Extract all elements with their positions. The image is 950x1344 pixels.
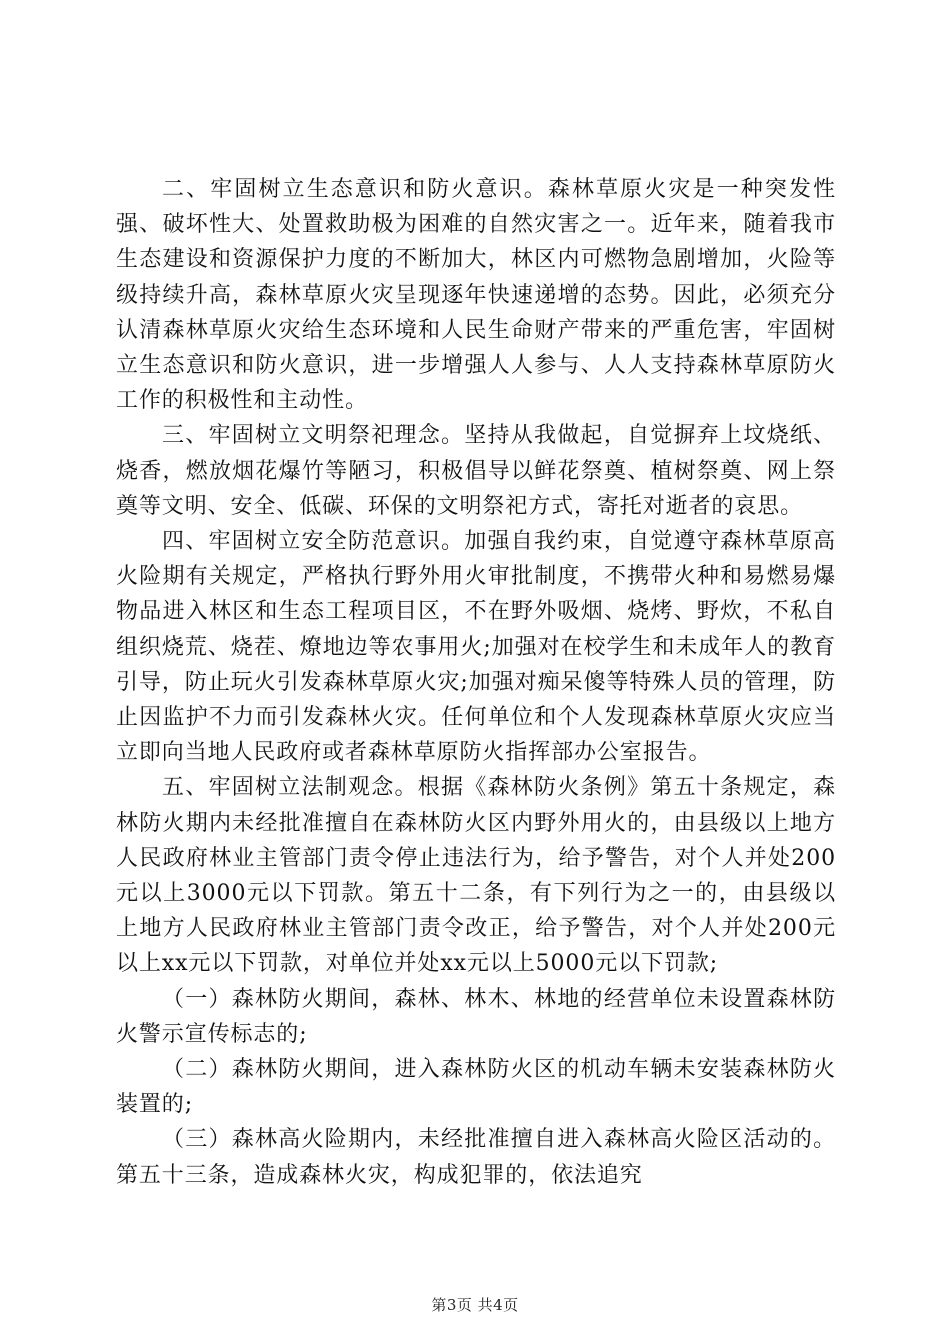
list-item-2: （二）森林防火期间，进入森林防火区的机动车辆未安装森林防火装置的; xyxy=(116,1057,836,1118)
paragraph-ecology-fire-awareness: 二、牢固树立生态意识和防火意识。森林草原火灾是一种突发性强、破坏性大、处置救助极为困难的自然灾害之一。近年来，随着我市生态建设和资源保护力度的不断加大，林区内可燃物急剧增加，火险等级持续升高，森林草原火灾呈现逐年快速递增的态势。因此，必须充分认清森林草原火灾给生态环境和人民生命财产带来的严重危害，牢固树立生态意识和防火意识，进一步增强人人参与、人人支持森林草原防火工作的积极性和主动性。 xyxy=(116,177,836,414)
document-body xyxy=(116,172,836,1193)
page-number-footer: 第3页 共4页 xyxy=(431,1296,519,1314)
paragraph-civilized-worship: 三、牢固树立文明祭祀理念。坚持从我做起，自觉摒弃上坟烧纸、烧香，燃放烟花爆竹等陋习，积极倡导以鲜花祭奠、植树祭奠、网上祭奠等文明、安全、低碳、环保的文明祭祀方式，寄托对逝者的哀思。 xyxy=(116,423,836,519)
list-item-1: （一）森林防火期间，森林、林木、林地的经营单位未设置森林防火警示宣传标志的; xyxy=(116,986,836,1047)
paragraph-legal-awareness: 五、牢固树立法制观念。根据《森林防火条例》第五十条规定，森林防火期内未经批准擅自在森林防火区内野外用火的，由县级以上地方人民政府林业主管部门责令停止违法行为，给予警告，对个人并处200元以上3000元以下罚款。第五十二条，有下列行为之一的，由县级以上地方人民政府林业主管部门责令改正，给予警告，对个人并处200元以上xx元以下罚款，对单位并处xx元以上5000元以下罚款; xyxy=(116,775,836,977)
paragraph-safety-awareness: 四、牢固树立安全防范意识。加强自我约束，自觉遵守森林草原高火险期有关规定，严格执行野外用火审批制度，不携带火种和易燃易爆物品进入林区和生态工程项目区，不在野外吸烟、烧烤、野炊，不私自组织烧荒、烧茬、燎地边等农事用火;加强对在校学生和未成年人的教育引导，防止玩火引发森林草原火灾;加强对痴呆傻等特殊人员的管理，防止因监护不力而引发森林火灾。任何单位和个人发现森林草原火灾应当立即向当地人民政府或者森林草原防火指挥部办公室报告。 xyxy=(116,529,836,766)
list-item-3: （三）森林高火险期内，未经批准擅自进入森林高火险区活动的。第五十三条，造成森林火灾，构成犯罪的，依法追究 xyxy=(116,1127,836,1188)
